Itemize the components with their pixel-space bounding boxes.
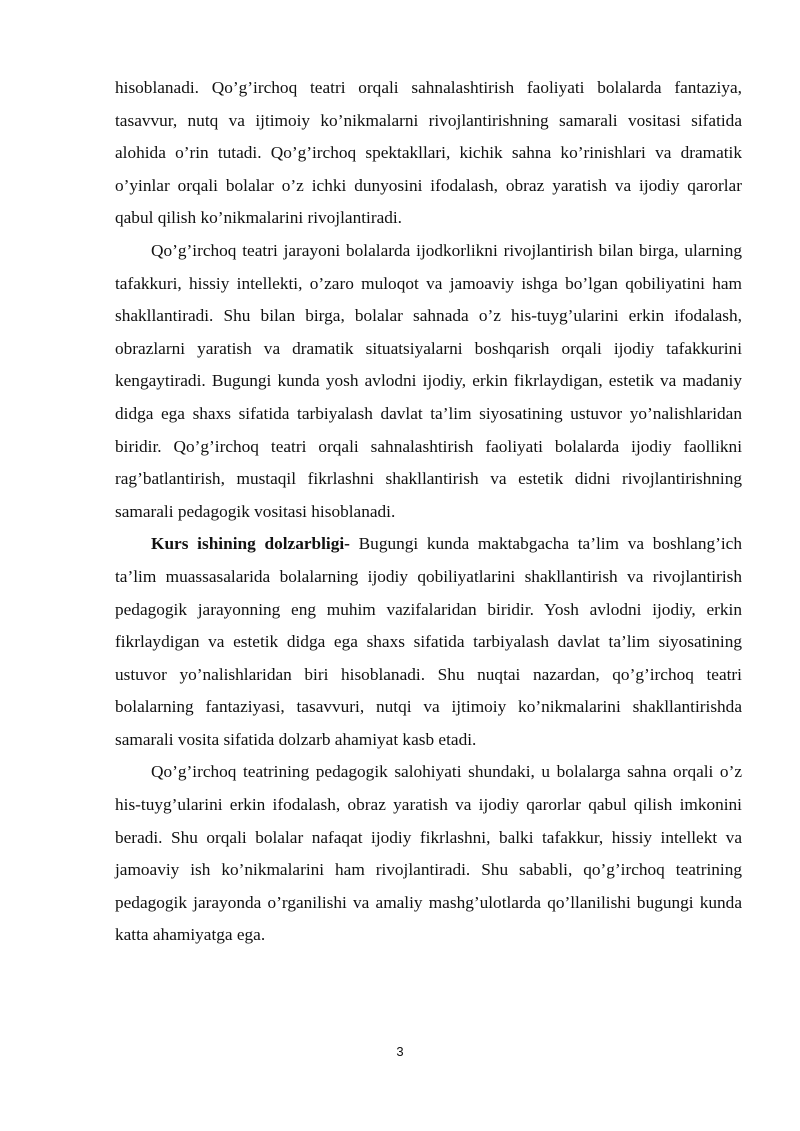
paragraph-relevance <box>115 528 742 756</box>
paragraph-pedagogical-potential <box>115 756 742 952</box>
paragraph-text: Qo’g’irchoq teatri jarayoni bolalarda ijodkorlikni rivojlantirish bilan birga, ularning tafakkuri, hissiy intellekti, o’zaro muloqot va jamoaviy ishga bo’lgan qobiliyatini ham shakllantiradi. Shu bilan birga, bolalar sahnada o’z his-tuyg’ularini erkin ifodalash, obrazlarni yaratish va dramatik situatsiyalarni boshqarish orqali ijodiy tafakkurini kengaytiradi. Bugungi kunda yosh avlodni ijodiy, erkin fikrlaydigan, estetik va madaniy didga ega shaxs sifatida tarbiyalash davlat ta’lim siyosatining ustuvor yo’nalishlaridan biridir. Qo’g’irchoq teatri orqali sahnalashtirish faoliyati bolalarda ijodiy faollikni rag’batlantirish, mustaqil fikrlashni shakllantirish va estetik didni rivojlantirishning samarali pedagogik vositasi hisoblanadi. <box>115 240 742 521</box>
paragraph-puppet-theatre-process <box>115 235 742 528</box>
body-text <box>115 72 742 952</box>
page-number: 3 <box>396 1044 404 1059</box>
paragraph-text: Bugungi kunda maktabgacha ta’lim va boshlang’ich ta’lim muassasalarida bolalarning ijodiy qobiliyatlarini shakllantirish va rivojlantirish pedagogik jarayonning eng muhim vazifalaridan biridir. Yosh avlodni ijodiy, erkin fikrlaydigan va estetik didga ega shaxs sifatida tarbiyalash davlat ta’lim siyosatining ustuvor yo’nalishlaridan biri hisoblanadi. Shu nuqtai nazardan, qo’g’irchoq teatri bolalarning fantaziyasi, tasavvuri, nutqi va ijtimoiy ko’nikmalarini shakllantirishda samarali vosita sifatida dolzarb ahamiyat kasb etadi. <box>115 534 742 749</box>
relevance-heading: Kurs ishining dolzarbligi- <box>151 534 350 554</box>
paragraph-text: hisoblanadi. Qo’g’irchoq teatri orqali sahnalashtirish faoliyati bolalarda fantaziya, tasavvur, nutq va ijtimoiy ko’nikmalarni rivojlantirishning samarali vositasi sifatida alohida o’rin tutadi. Qo’g’irchoq spektakllari, kichik sahna ko’rinishlari va dramatik o’yinlar orqali bolalar o’z ichki dunyosini ifodalash, obraz yaratish va ijodiy qarorlar qabul qilish ko’nikmalarini rivojlantiradi. <box>115 78 742 228</box>
paragraph-text: Qo’g’irchoq teatrining pedagogik salohiyati shundaki, u bolalarga sahna orqali o’z his-tuyg’ularini erkin ifodalash, obraz yaratish va ijodiy qarorlar qabul qilish imkonini beradi. Shu orqali bolalar nafaqat ijodiy fikrlashni, balki tafakkur, hissiy intellekt va jamoaviy ish ko’nikmalarini ham rivojlantiradi. Shu sababli, qo’g’irchoq teatrining pedagogik jarayonda o’rganilishi va amaliy mashg’ulotlarda qo’llanilishi bugungi kunda katta ahamiyatga ega. <box>115 762 742 945</box>
paragraph-continuation <box>115 72 742 235</box>
